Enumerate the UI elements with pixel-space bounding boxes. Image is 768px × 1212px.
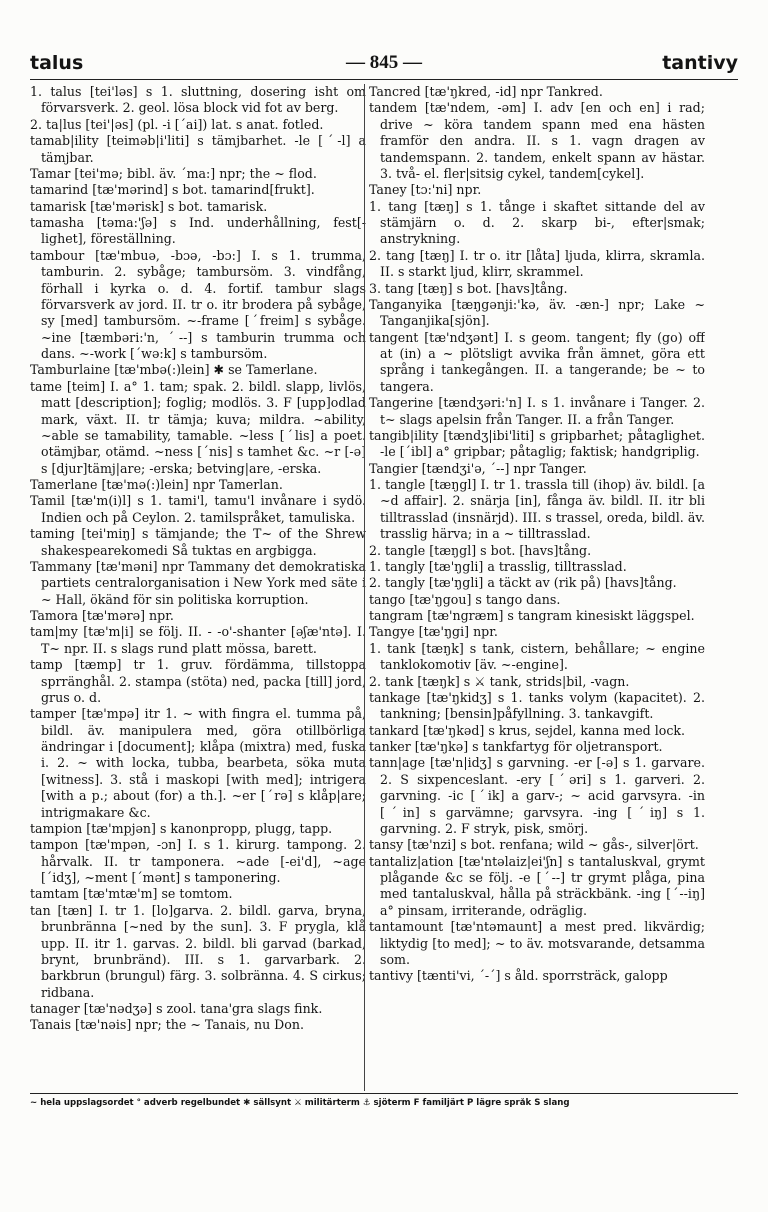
dictionary-entry: tankard [tæ'ŋkəd] s krus, sejdel, kanna med lock. (369, 722, 686, 738)
dictionary-entry: Taney [tɔ:'ni] npr. (369, 182, 482, 198)
dictionary-entry: tan [tæn] I. tr 1. [lo]garva. 2. bildl. garva, bryna, brunbränna [~ned by the sun]. 3. F prygla, klå upp. II. itr 1. garvas. 2. bildl. bli garvad (barkad, brynt, brunbränd). III. s 1. garvarbark. 2. barkbrun (brungul) färg. 3. solbränna. 4. S cirkus; ridbana. (30, 902, 366, 1000)
dictionary-entry: tankage [tæ'ŋkidʒ] s 1. tanks volym (kapacitet). 2. tankning; [bensin]påfyllning. 3. tankavgift. (369, 689, 705, 722)
dictionary-entry: Tamar [tei'mə; bibl. äv. ˊma:] npr; the ~ flod. (30, 165, 317, 181)
dictionary-entry: tame [teim] I. a° 1. tam; spak. 2. bildl. slapp, livlös, matt [description]; foglig; modlös. 3. F [upp]odlad mark, växt. II. tr tämja; kuva; mildra. ~ability, ~able se tamability, tamable. ~less [ˊlis] a poet. otämjbar, otämd. ~ness [ˊnis] s tamhet &c. ~r [-ə] s [djur]tämj|are; -erska; betving|are, -erska. (30, 378, 366, 476)
dictionary-entry: Tamburlaine [tæ'mbə(:)lein] ✱ se Tamerlane. (30, 362, 318, 378)
dictionary-entry: 3. tang [tæŋ] s bot. [havs]tång. (369, 280, 568, 296)
dictionary-entry: tamarisk [tæ'mərisk] s bot. tamarisk. (30, 198, 268, 214)
right-column (369, 84, 705, 1091)
dictionary-entry: tamarind [tæ'mərind] s bot. tamarind[frukt]. (30, 182, 315, 198)
footer-legend: ~ hela uppslagsordet ° adverb regelbundet ✱ sällsynt ⚔ militärterm ⚓ sjöterm F familjärt P lägre språk S slang (30, 1098, 570, 1108)
dictionary-entry: Tammany [tæ'məni] npr Tammany det demokratiska partiets centralorganisation i New York med säte i ~ Hall, ökänd för sin politiska korruption. (30, 558, 366, 607)
dictionary-entry: Tanganyika [tæŋgənji:'kə, äv. -æn-] npr; Lake ~ Tanganjika[sjön]. (369, 296, 705, 329)
guide-word-right: tantivy (662, 52, 738, 74)
dictionary-entry: tangent [tæ'ndʒənt] I. s geom. tangent; fly (go) off at (in) a ~ plötsligt avvika från ämnet, göra ett språng i tankegången. II. a tangerande; be ~ to tangera. (369, 329, 705, 394)
dictionary-entry: 1. tangly [tæ'ŋgli] a trasslig, tilltrasslad. (369, 558, 627, 574)
dictionary-entry: Tangier [tændʒi'ə, ˊ--] npr Tanger. (369, 460, 587, 476)
dictionary-entry: 2. tangle [tæŋgl] s bot. [havs]tång. (369, 542, 592, 558)
dictionary-entry: 2. tang [tæŋ] I. tr o. itr [låta] ljuda, klirra, skramla. II. s starkt ljud, klirr, skrammel. (369, 247, 705, 280)
left-column (30, 84, 366, 1091)
dictionary-entry: tampion [tæ'mpjən] s kanonpropp, plugg, tapp. (30, 820, 333, 836)
dictionary-entry: tanager [tæ'nədʒə] s zool. tana'gra slags fink. (30, 1001, 323, 1016)
dictionary-entry: Tamora [tæ'mərə] npr. (30, 608, 174, 623)
page-number: — 845 — (346, 52, 422, 73)
dictionary-entry: tantivy [tænti'vi, ˊ-ˊ] s åld. sporrsträck, galopp (369, 968, 668, 984)
header-rule (30, 79, 738, 80)
dictionary-entry: Tangerine [tændʒəri:'n] I. s 1. invånare i Tanger. 2. t~ slags apelsin från Tanger. II. a från Tanger. (369, 395, 705, 427)
dictionary-entry: Tancred [tæ'ŋkred, -id] npr Tankred. (369, 84, 603, 99)
dictionary-entry: tantamount [tæ'ntəmaunt] a mest pred. likvärdig; liktydig [to med]; ~ to äv. motsvarande, detsamma som. (369, 919, 705, 967)
dictionary-entry: tanker [tæ'ŋkə] s tankfartyg för oljetransport. (369, 739, 663, 754)
dictionary-entry: tangib|ility [tændʒ|ibi'liti] s gripbarhet; påtaglighet. -le [ˊibl] a° gripbar; påtaglig; faktisk; handgriplig. (369, 427, 705, 460)
dictionary-entry: 1. tang [tæŋ] s 1. tånge i skaftet sittande del av stämjärn o. d. 2. skarp bi-, efter|smak; anstrykning. (369, 198, 705, 247)
dictionary-entry: Tanais [tæ'nəis] npr; the ~ Tanais, nu Don. (30, 1017, 304, 1033)
dictionary-entry: Tangye [tæ'ŋgi] npr. (369, 624, 498, 640)
dictionary-entry: 1. tangle [tæŋgl] I. tr 1. trassla till (ihop) äv. bildl. [a ~d affair]. 2. snärja [in], fånga äv. bildl. II. itr bli tilltrasslad (insnärjd). III. s trassel, oreda, bildl. äv. trasslig härva; in a ~ tilltrasslad. (369, 477, 705, 542)
dictionary-entry: Tamil [tæ'm(i)l] s 1. tami'l, tamu'l invånare i sydö. Indien och på Ceylon. 2. tamilspråket, tamuliska. (30, 493, 366, 525)
dictionary-entry: 2. tank [tæŋk] s ⚔ tank, strids|bil, -vagn. (369, 673, 630, 689)
dictionary-entry: tamper [tæ'mpə] itr 1. ~ with fingra el. tumma på, bildl. äv. manipulera med, göra otillbörliga ändringar i [document]; klåpa (mixtra) med, fuska i. 2. ~ with locka, tubba, bearbeta, söka muta [witness]. 3. stå i maskopi [with med]; intrigera [with a p.; about (for) a th.]. ~er [ˊrə] s klåp|are; intrigmakare &c. (30, 706, 366, 820)
dictionary-entry: tampon [tæ'mpən, -ɔn] I. s 1. kirurg. tampong. 2. hårvalk. II. tr tamponera. ~ade [-ei'd], ~age [ˊidʒ], ~ment [ˊmənt] s tamponering. (30, 837, 366, 885)
dictionary-entry: 2. tangly [tæ'ŋgli] a täckt av (rik på) [havs]tång. (369, 575, 677, 591)
dictionary-entry: tamasha [təma:'ʃə] s Ind. underhållning, fest[-lighet], föreställning. (30, 215, 366, 247)
dictionary-entry: taming [tei'miŋ] s tämjande; the T~ of the Shrew shakespearekomedi Så tuktas en argbigga. (30, 526, 366, 558)
dictionary-entry: tam|my [tæ'm|i] se följ. II. - -o'-shanter [əʃæ'ntə]. I. T~ npr. II. s slags rund platt mössa, barett. (30, 624, 366, 656)
dictionary-entry: tann|age [tæ'n|idʒ] s garvning. -er [-ə] s 1. garvare. 2. S sixpenceslant. -ery [ˊəri] s 1. garveri. 2. garvning. -ic [ˊik] a garv-; ~ acid garvsyra. -in [ˊin] s garvämne; garvsyra. -ing [ˊiŋ] s 1. garvning. 2. F stryk, pisk, smörj. (369, 755, 705, 836)
dictionary-entry: tantaliz|ation [tæ'ntəlaiz|ei'ʃn] s tantaluskval, grymt plågande &c se följ. -e [ˊ--] tr grymt plåga, pina med tantaluskval, hålla på sträckbänk. -ing [ˊ--iŋ] a° pinsam, irriterande, odräglig. (369, 853, 705, 918)
dictionary-entry: tamtam [tæ'mtæ'm] se tomtom. (30, 886, 233, 902)
dictionary-entry: tamp [tæmp] tr 1. gruv. fördämma, tillstoppa sprränghål. 2. stampa (stöta) ned, packa [till] jord, grus o. d. (30, 657, 366, 705)
dictionary-entry: 1. talus [tei'ləs] s 1. sluttning, dosering isht om förvarsverk. 2. geol. lösa block vid fot av berg. (30, 84, 366, 116)
dictionary-entry: 1. tank [tæŋk] s tank, cistern, behållare; ~ engine tanklokomotiv [äv. ~-engine]. (369, 640, 705, 673)
dictionary-entry: tangram [tæ'ngræm] s tangram kinesiskt läggspel. (369, 608, 695, 623)
dictionary-entry: Tamerlane [tæ'mə(:)lein] npr Tamerlan. (30, 477, 283, 492)
dictionary-entry: tansy [tæ'nzi] s bot. renfana; wild ~ gås-, silver|ört. (369, 837, 699, 853)
dictionary-entry: 2. ta|lus [tei'|əs] (pl. -i [ˊai]) lat. s anat. fotled. (30, 116, 324, 132)
column-divider (364, 84, 365, 1091)
footer-rule (30, 1093, 738, 1094)
guide-word-left: talus (30, 52, 84, 74)
dictionary-entry: tandem [tæ'ndem, -əm] I. adv [en och en] i rad; drive ~ köra tandem spann med ena hästen framför den andra. II. s 1. vagn dragen av tandemspann. 2. tandem, enkelt spann av hästar. 3. två- el. fler|sitsig cykel, tandem[cykel]. (369, 100, 705, 181)
page-header (30, 52, 738, 82)
dictionary-entry: tango [tæ'ŋgou] s tango dans. (369, 591, 561, 607)
dictionary-entry: tamab|ility [teiməb|i'liti] s tämjbarhet. -le [ˊ-l] a tämjbar. (30, 133, 366, 165)
dictionary-entry: tambour [tæ'mbuə, -bɔə, -bɔ:] I. s 1. trumma, tamburin. 2. sybåge; tambursöm. 3. vindfång, förhall i kyrka o. d. 4. fortif. tambur slags förvarsverk av jord. II. tr o. itr brodera på sybåge, sy [med] tambursöm. ~-frame [ˊfreim] s sybåge. ~ine [tæmbəri:'n, ˊ--] s tamburin trumma och dans. ~-work [ˊwə:k] s tambursöm. (30, 247, 366, 361)
